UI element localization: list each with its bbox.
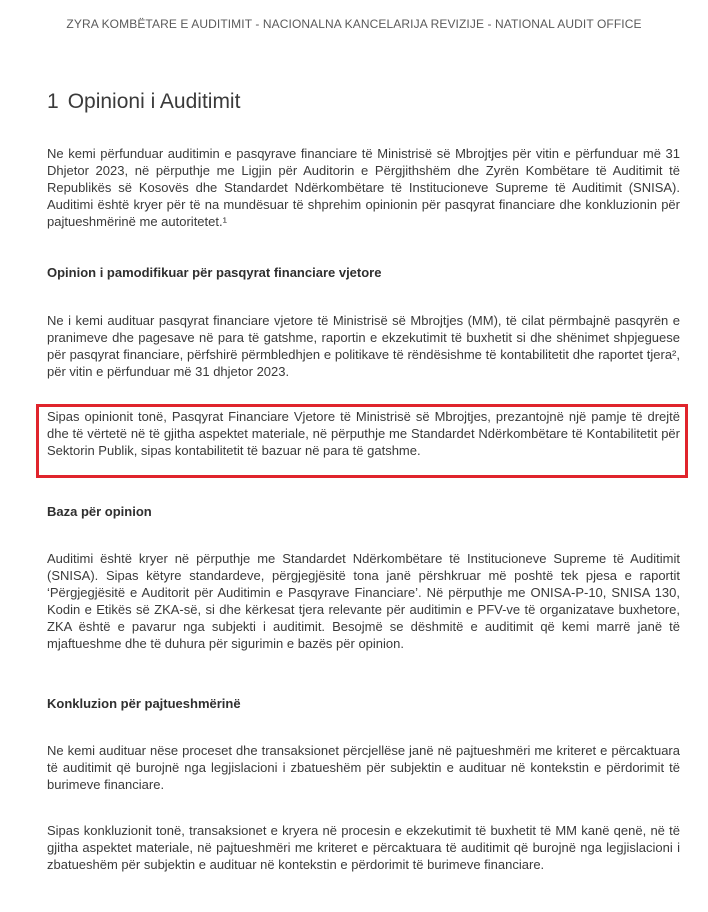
compliance-paragraph-1: Ne kemi audituar nëse proceset dhe transaksionet përcjellëse janë në pajtueshmëri me kriteret e përcaktuara të auditimit që burojnë nga legjislacioni i zbatueshëm për subjektin e audituar në kontekstin e përdorimit të burimeve financiare. <box>47 743 680 792</box>
compliance-paragraph-2: Sipas konkluzionit tonë, transaksionet e kryera në procesin e ekzekutimit të buxhetit të MM kanë qenë, në të gjitha aspektet materiale, në pajtueshmëri me kriteret e përcaktuara të auditimit që burojnë nga legjislacioni i zbatueshëm për subjektin e audituar në kontekstin e përdorimit të burimeve financiare. <box>47 823 680 872</box>
document-header: ZYRA KOMBËTARE E AUDITIMIT - NACIONALNA KANCELARIJA REVIZIJE - NATIONAL AUDIT OFFICE <box>66 17 642 31</box>
basis-heading: Baza për opinion <box>47 504 152 519</box>
compliance-heading: Konkluzion për pajtueshmërinë <box>47 696 241 711</box>
opinion-paragraph-2: Sipas opinionit tonë, Pasqyrat Financiare Vjetore të Ministrisë së Mbrojtjes, prezantojnë një pamje të drejtë dhe të vërtetë në të gjitha aspektet materiale, në përputhje me Standardet Ndërkombëtare të Kontabilitetit për Sektorin Publik, sipas kontabilitetit të bazuar në para të gatshme. <box>47 409 680 458</box>
section-number: 1 <box>47 90 59 113</box>
section-title <box>47 90 240 114</box>
section-title-text: Opinioni i Auditimit <box>67 90 241 113</box>
opinion-heading: Opinion i pamodifikuar për pasqyrat financiare vjetore <box>47 265 382 280</box>
basis-paragraph: Auditimi është kryer në përputhje me Standardet Ndërkombëtare të Institucioneve Supreme të Auditimit (SNISA). Sipas këtyre standardeve, përgjegjësitë tona janë përshkruar më poshtë tek pjesa e raportit ‘Përgjegjësitë e Auditorit për Auditimin e Pasqyrave Financiare’. Në përputhje me ONISA-P-10, SNISA 130, Kodin e Etikës së ZKA-së, si dhe kërkesat tjera relevante për auditimin e PFV-ve të organizatave buxhetore, ZKA është e pavarur nga subjekti i auditimit. Besojmë se dëshmitë e auditimit që kemi marrë janë të mjaftueshme dhe të duhura për sigurimin e bazës për opinion. <box>47 551 680 651</box>
intro-paragraph: Ne kemi përfunduar auditimin e pasqyrave financiare të Ministrisë së Mbrojtjes për vitin e përfunduar më 31 Dhjetor 2023, në përputhje me Ligjin për Auditorin e Përgjithshëm dhe Zyrën Kombëtare të Auditimit të Republikës së Kosovës dhe Standardet Ndërkombëtare të Institucioneve Supreme të Auditimit (SNISA). Auditimi është kryer për të na mundësuar të shprehim opinionin për pasqyrat financiare dhe konkluzionin për pajtueshmërinë me autoritetet.¹ <box>47 146 680 229</box>
opinion-paragraph-1: Ne i kemi audituar pasqyrat financiare vjetore të Ministrisë së Mbrojtjes (MM), të cilat përmbajnë pasqyrën e pranimeve dhe pagesave në para të gatshme, raportin e ekzekutimit të buxhetit si dhe shënimet shpjeguese për pasqyrat financiare, përfshirë përmbledhjen e politikave të rëndësishme të kontabilitetit dhe raportet tjera², për vitin e përfunduar më 31 dhjetor 2023. <box>47 313 680 379</box>
